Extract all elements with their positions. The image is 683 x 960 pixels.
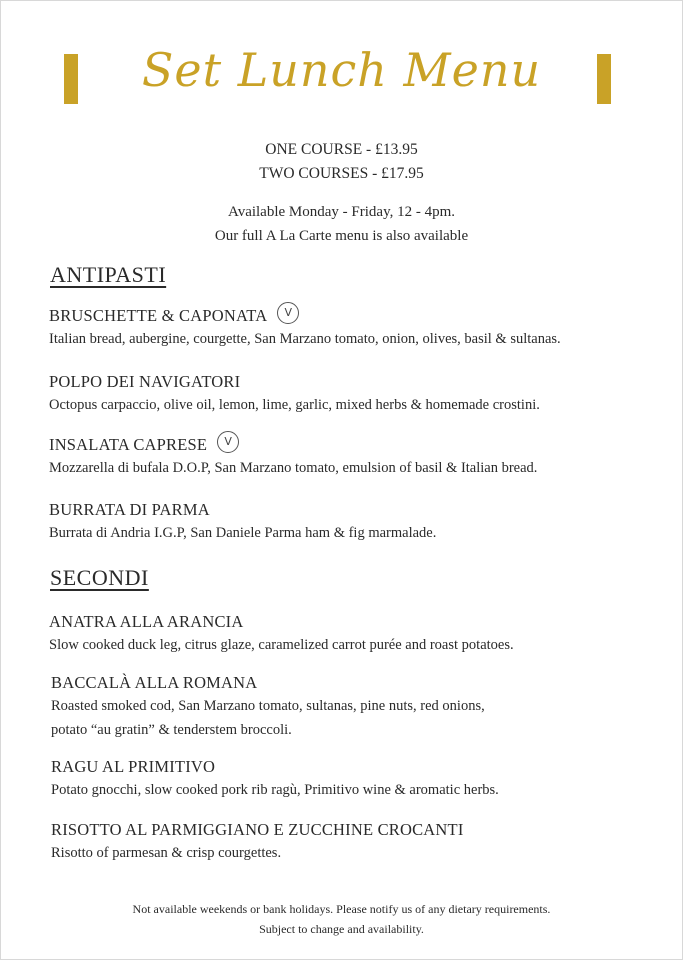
vegetarian-icon: V (217, 431, 239, 453)
item-description: Burrata di Andria I.G.P, San Daniele Parma ham & fig marmalade. (49, 525, 437, 541)
menu-item (51, 672, 671, 742)
item-name: BRUSCHETTE & CAPONATA (49, 306, 268, 325)
menu-item (49, 499, 669, 545)
item-name: INSALATA CAPRESE (49, 435, 208, 454)
item-description: Slow cooked duck leg, citrus glaze, caramelized carrot purée and roast potatoes. (49, 637, 514, 653)
price-two-courses: TWO COURSES - £17.95 (259, 165, 424, 182)
section-heading-antipasti: ANTIPASTI (50, 262, 167, 287)
item-description-continued: potato “au gratin” & tenderstem broccoli. (51, 722, 292, 738)
section-heading-secondi: SECONDI (50, 565, 149, 590)
item-description: Italian bread, aubergine, courgette, San Marzano tomato, onion, olives, basil & sultanas. (49, 331, 561, 347)
price-one-course: ONE COURSE - £13.95 (265, 141, 418, 158)
item-name: RISOTTO AL PARMIGGIANO E ZUCCHINE CROCANTI (51, 820, 464, 839)
item-name: BACCALÀ ALLA ROMANA (51, 673, 258, 692)
availability-block (0, 200, 683, 248)
item-name: RAGU AL PRIMITIVO (51, 757, 216, 776)
item-description: Mozzarella di bufala D.O.P, San Marzano tomato, emulsion of basil & Italian bread. (49, 460, 538, 476)
vegetarian-icon: V (277, 302, 299, 324)
item-description: Risotto of parmesan & crisp courgettes. (51, 845, 282, 861)
item-name: ANATRA ALLA ARANCIA (49, 612, 244, 631)
item-description: Octopus carpaccio, olive oil, lemon, lime, garlic, mixed herbs & homemade crostini. (49, 397, 540, 413)
menu-item (49, 371, 669, 417)
menu-item (49, 305, 669, 351)
item-name: BURRATA DI PARMA (49, 500, 210, 519)
a-la-carte-note: Our full A La Carte menu is also available (214, 228, 469, 244)
price-block (0, 138, 683, 186)
footer-note (0, 899, 683, 939)
availability-days: Available Monday - Friday, 12 - 4pm. (227, 204, 456, 220)
item-description: Roasted smoked cod, San Marzano tomato, sultanas, pine nuts, red onions, (51, 698, 485, 714)
item-description: Potato gnocchi, slow cooked pork rib ragù, Primitivo wine & aromatic herbs. (51, 782, 499, 798)
menu-item (51, 756, 671, 802)
menu-item (51, 819, 671, 865)
footer-line-2: Subject to change and availability. (259, 922, 424, 936)
menu-item (49, 611, 669, 657)
item-name: POLPO DEI NAVIGATORI (49, 372, 241, 391)
footer-line-1: Not available weekends or bank holidays. Please notify us of any dietary requirements. (132, 902, 551, 916)
menu-title: Set Lunch Menu (141, 43, 542, 97)
menu-item (49, 434, 669, 480)
